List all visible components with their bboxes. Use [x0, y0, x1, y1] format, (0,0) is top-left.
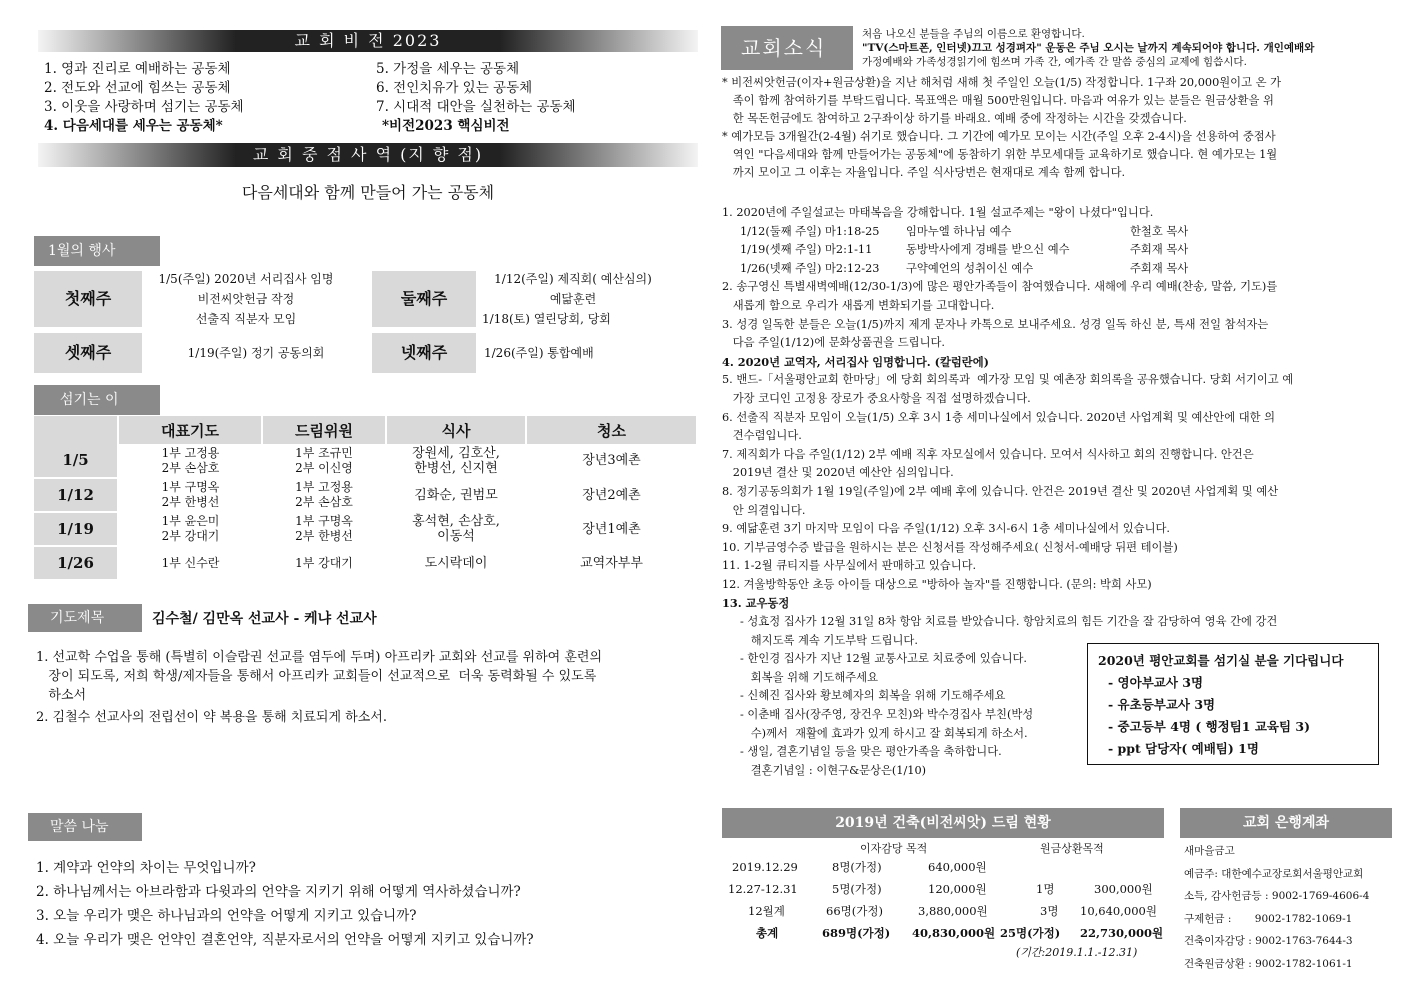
- news-item: 13. 교우동정: [722, 596, 790, 611]
- building-head-principal: 원금상환목적: [1040, 842, 1104, 855]
- meal-cell: 김화순, 권범모: [386, 478, 526, 512]
- prayer-title: 기도제목: [28, 604, 142, 632]
- table-row: [34, 546, 697, 580]
- row-date: 1/26: [34, 546, 118, 580]
- news-item: 11. 1-2월 큐티지를 사무실에서 판매하고 있습니다.: [722, 559, 977, 573]
- prayer-item: 장이 되도록, 저희 학생/제자들을 통해서 아프리카 교회들이 선교적으로 더욱 동력화될 수 있도록: [36, 669, 597, 684]
- sermon-row: 1/19(셋째 주일) 마2:1-11 동방박사에게 경배를 받으신 예수 주회재 목사: [740, 243, 1189, 257]
- row-date: 1/5: [34, 444, 118, 478]
- notice-line: 까지 모이고 그 이후는 자율입니다. 주일 식사당번은 현재대로 계속 함께 합니다.: [722, 166, 1126, 179]
- dream-cell: 1부 고정용 2부 손삼호: [262, 478, 386, 512]
- building-row: 2019.12.29 8명(가정) 640,000원: [732, 860, 987, 874]
- clean-cell: 교역자부부: [526, 546, 697, 580]
- week2-label: 둘째주: [372, 271, 476, 327]
- dream-cell: 1부 강대기: [262, 546, 386, 580]
- core-vision-note: *비전2023 핵심비전: [382, 118, 510, 134]
- people-news: - 한인경 집사가 지난 12월 교통사고로 치료중에 있습니다.: [740, 652, 1028, 666]
- week3-label: 셋째주: [34, 333, 142, 373]
- intro-line: 가정예배와 가족성경읽기에 힘쓰며 가족 간, 예가족 간 말씀 중심의 교제에 힘씁시다.: [862, 56, 1247, 68]
- word-title: 말씀 나눔: [28, 813, 142, 841]
- week4-label: 넷째주: [372, 333, 476, 373]
- event-line: 예닮훈련: [549, 292, 597, 306]
- building-total-row: 총계 689명(가정) 40,830,000원 25명(가정) 22,730,000원: [756, 926, 1164, 940]
- prayer-cell: 1부 윤은미 2부 강대기: [118, 512, 262, 546]
- bank-list: [1184, 840, 1394, 975]
- notice-line: * 비전씨앗헌금(이자+원금상환)을 지난 해처럼 새해 첫 주일인 오늘(1/5) 작정합니다. 1구좌 20,000원이고 온 가: [722, 76, 1282, 89]
- servers-title: 섬기는 이: [34, 385, 160, 415]
- row-date: 1/12: [34, 478, 118, 512]
- news-item: 12. 겨울방학동안 초등 아이들 대상으로 "방하아 놀자"를 진행합니다. (문의: 박희 사모): [722, 577, 1152, 591]
- word-list: [36, 856, 696, 952]
- news-star-notices: [722, 74, 1378, 182]
- sermon-row: 1/12(둘째 주일) 마1:18-25 임마누엘 하나님 예수 한철호 목사: [740, 224, 1189, 238]
- news-intro: [862, 27, 1377, 69]
- word-item: 2. 하나님께서는 아브라함과 다윗과의 언약을 지키기 위해 어떻게 역사하셨습니까?: [36, 884, 521, 900]
- row-date: 1/19: [34, 512, 118, 546]
- dream-cell: 1부 구명옥 2부 한병선: [262, 512, 386, 546]
- news-item: 7. 제직회가 다음 주일(1/12) 2부 예배 직후 자모실에서 있습니다. 모여서 식사하고 회의 진행합니다. 안건은: [722, 447, 1254, 461]
- news-item: 10. 기부금영수증 발급을 원하시는 분은 신청서를 작성해주세요( 신청서-예배당 뒤편 테이블): [722, 540, 1178, 554]
- news-item: 1. 2020년에 주일설교는 마태복음을 강해합니다. 1월 설교주제는 "왕이 나셨다"입니다.: [722, 206, 1154, 219]
- vision-item: 7. 시대적 대안을 실천하는 공동체: [376, 99, 576, 115]
- prayer-cell: 1부 고정용 2부 손삼호: [118, 444, 262, 478]
- recruit-item: - 중고등부 4명 ( 행정팀1 교육팀 3): [1108, 719, 1311, 734]
- week1-events: [146, 269, 346, 329]
- week3-events: 1/19(주일) 정기 공동의회: [187, 346, 325, 360]
- people-news: - 신혜진 집사와 황보혜자의 회복을 위해 기도해주세요: [740, 689, 1006, 703]
- table-header: 청소: [526, 416, 697, 444]
- event-line: 1/18(토) 열린당회, 당회: [482, 312, 611, 326]
- news-title: 교회소식: [721, 26, 853, 70]
- bank-line: 소득, 감사헌금등 : 9002-1769-4606-4: [1184, 890, 1370, 902]
- clean-cell: 장년3예촌: [526, 444, 697, 478]
- news-item: 5. 밴드-「서울평안교회 한마당」에 당회 회의록과 예가장 모임 및 예촌장 회의록을 공유했습니다. 당회 서기이고 예: [722, 373, 1294, 387]
- event-line: 1/12(주일) 제직회( 예산심의): [494, 272, 652, 286]
- recruit-title: 2020년 평안교회를 섬기실 분을 기다립니다: [1098, 653, 1344, 668]
- building-note: (기간:2019.1.1.-12.31): [1016, 946, 1138, 959]
- building-title: 2019년 건축(비전씨앗) 드림 현황: [722, 808, 1164, 838]
- people-news: 수)께서 재활에 효과가 있게 하시고 잘 회복되게 하소서.: [740, 726, 1028, 740]
- focus-subtitle: 다음세대와 함께 만들어 가는 공동체: [241, 183, 495, 202]
- vision-item: 1. 영과 진리로 예배하는 공동체: [44, 61, 231, 77]
- prayer-item: 하소서: [36, 688, 87, 703]
- news-item: 다음 주일(1/12)에 문화상품권을 드립니다.: [722, 336, 946, 350]
- clean-cell: 장년2예촌: [526, 478, 697, 512]
- week1-label: 첫째주: [34, 271, 142, 327]
- people-news: 해지도록 계속 기도부탁 드립니다.: [740, 633, 918, 647]
- people-news: - 생일, 결혼기념일 등을 맞은 평안가족을 축하합니다.: [740, 745, 1002, 759]
- table-row: [34, 444, 697, 478]
- vision-title: 교 회 비 전 2023: [38, 30, 698, 52]
- table-row: [34, 478, 697, 512]
- event-line: 1/5(주일) 2020년 서리집사 임명: [158, 272, 334, 286]
- news-item: 견수렴입니다.: [722, 429, 802, 443]
- event-line: 비전씨앗헌금 작정: [197, 292, 295, 306]
- clean-cell: 장년1예촌: [526, 512, 697, 546]
- sermon-row: 1/26(넷째 주일) 마2:12-23 구약예언의 성취이신 예수 주회재 목사: [740, 261, 1189, 275]
- table-row: [34, 512, 697, 546]
- word-item: 4. 오늘 우리가 맺은 언약인 결혼언약, 직분자로서의 언약을 어떻게 지키고 있습니까?: [36, 932, 534, 948]
- vision-list: [44, 60, 694, 135]
- notice-line: 족이 함께 참여하기를 부탁드립니다. 목표액은 매월 500만원입니다. 마음과 여유가 있는 분들은 원금상환을 위: [722, 94, 1274, 107]
- people-news: 회복을 위해 기도해주세요: [740, 670, 878, 684]
- news-item: 8. 정기공동의회가 1월 19일(주일)에 2부 예배 후에 있습니다. 안건은 2019년 결산 및 2020년 사업계획 및 예산: [722, 484, 1279, 498]
- building-head-interest: 이자감당 목적: [860, 842, 928, 855]
- prayer-cell: 1부 구명옥 2부 한병선: [118, 478, 262, 512]
- prayer-cell: 1부 신수란: [118, 546, 262, 580]
- week2-events: [482, 269, 664, 329]
- news-item: 6. 선출직 직분자 모임이 오늘(1/5) 오후 3시 1층 세미나실에서 있습니다. 2020년 사업계획 및 예산안에 대한 의: [722, 410, 1276, 424]
- vision-item: 6. 전인치유가 있는 공동체: [376, 80, 533, 96]
- bank-line: 예금주: 대한예수교장로회서울평안교회: [1184, 867, 1364, 880]
- bank-line: 건축원금상환 : 9002-1782-1061-1: [1184, 957, 1353, 970]
- bank-line: 새마을금고: [1184, 845, 1235, 857]
- people-news: - 이춘배 집사(장주영, 장건우 모친)와 박수경집사 부친(박성: [740, 708, 1034, 722]
- meal-cell: 도시락데이: [386, 546, 526, 580]
- prayer-item: 1. 선교학 수업을 통해 (특별히 이슬람권 선교를 염두에 두며) 아프리카 교회와 선교를 위하여 훈련의: [36, 650, 603, 665]
- recruit-box: [1087, 643, 1379, 765]
- table-header: 드림위원: [262, 416, 386, 444]
- intro-line: 처음 나오신 분들을 주님의 이름으로 환영합니다.: [862, 28, 1085, 40]
- bank-line: 건축이자감당 : 9002-1763-7644-3: [1184, 935, 1353, 947]
- vision-item: 2. 전도와 선교에 힘쓰는 공동체: [44, 80, 231, 96]
- servers-table: [34, 416, 698, 581]
- week4-events: 1/26(주일) 통합예배: [484, 346, 594, 360]
- notice-line: 역인 "다음세대와 함께 만들어가는 공동체"에 동참하기 위한 부모세대들 교육하기로 했습니다. 현 예가모는 1월: [722, 148, 1278, 161]
- people-news: 결혼기념일 : 이현구&문상은(1/10): [740, 763, 927, 777]
- bank-title: 교회 은행계좌: [1180, 808, 1392, 838]
- vision-item: 5. 가정을 세우는 공동체: [376, 61, 520, 77]
- event-line: 선출직 직분자 모임: [195, 312, 297, 326]
- word-item: 3. 오늘 우리가 맺은 하나님과의 언약을 어떻게 지키고 있습니까?: [36, 908, 417, 924]
- news-item: 9. 예닮훈련 3기 마지막 모임이 다음 주일(1/12) 오후 3시-6시 1층 세미나실에서 있습니다.: [722, 522, 1171, 536]
- intro-line: "TV(스마트폰, 인터넷)끄고 성경펴자" 운동은 주님 오시는 날까지 계속되어야 합니다. 개인예배와: [862, 42, 1315, 54]
- table-header: 식사: [386, 416, 526, 444]
- dream-cell: 1부 조규민 2부 이신영: [262, 444, 386, 478]
- prayer-heading: 김수철/ 김만옥 선교사 - 케냐 선교사: [152, 611, 377, 627]
- table-header: [34, 416, 118, 444]
- bank-line: 구제헌금 : 9002-1782-1069-1: [1184, 912, 1353, 925]
- meal-cell: 홍석현, 손삼호, 이동석: [386, 512, 526, 546]
- vision-item: 4. 다음세대를 세우는 공동체*: [44, 118, 223, 134]
- news-item: 안 의결입니다.: [722, 503, 806, 517]
- news-item: 4. 2020년 교역자, 서리집사 임명합니다. (칼럼란에): [722, 354, 989, 369]
- focus-title: 교 회 중 점 사 역 (지 향 점): [38, 143, 698, 167]
- building-row: 12.27-12.31 5명(가정) 120,000원 1명 300,000원: [728, 882, 1153, 896]
- building-row: 12월계 66명(가정) 3,880,000원 3명 10,640,000원: [748, 904, 1157, 918]
- table-header: 대표기도: [118, 416, 262, 444]
- news-item: 2019년 결산 및 2020년 예산안 심의입니다.: [722, 466, 954, 480]
- meal-cell: 장원세, 김호산, 한병선, 신지현: [386, 444, 526, 478]
- vision-item: 3. 이웃을 사랑하며 섬기는 공동체: [44, 99, 244, 115]
- events-title: 1월의 행사: [34, 236, 160, 266]
- notice-line: 한 목돈헌금에도 참여하고 2구좌이상 하기를 바래요. 예배 중에 작정하는 시간을 갖겠습니다.: [722, 112, 1187, 125]
- news-item: 2. 송구영신 특별새벽예배(12/30-1/3)에 많은 평안가족들이 참여했습니다. 새해에 우리 예배(찬송, 말씀, 기도)를: [722, 280, 1278, 294]
- notice-line: * 예가모듬 3개월간(2-4월) 쉬기로 했습니다. 그 기간에 예가모 모이는 시간(주일 오후 2-4시)을 선용하여 중점사: [722, 130, 1276, 143]
- people-news: - 성효정 집사가 12월 31일 8차 항암 치료를 받았습니다. 항암치료의 힘든 기간을 잘 감당하여 영육 간에 강건: [740, 615, 1278, 629]
- prayer-item: 2. 김철수 선교사의 전립선이 약 복용을 통해 치료되게 하소서.: [36, 710, 387, 725]
- news-item: 가장 코디인 고정용 장로가 중요사항을 직접 설명하겠습니다.: [722, 391, 1031, 405]
- news-item: 3. 성경 일독한 분들은 오늘(1/5)까지 제게 문자나 카톡으로 보내주세요. 성경 일독 하신 분, 특새 전일 참석자는: [722, 317, 1269, 331]
- news-item: 새롭게 함으로 우리가 새롭게 변화되기를 고대합니다.: [722, 298, 995, 312]
- recruit-item: - 영아부교사 3명: [1108, 675, 1204, 690]
- recruit-item: - ppt 담당자( 예배팀) 1명: [1108, 741, 1259, 756]
- prayer-list: [36, 648, 676, 727]
- word-item: 1. 계약과 언약의 차이는 무엇입니까?: [36, 860, 256, 876]
- table-header-row: [34, 416, 697, 444]
- recruit-item: - 유초등부교사 3명: [1108, 697, 1216, 712]
